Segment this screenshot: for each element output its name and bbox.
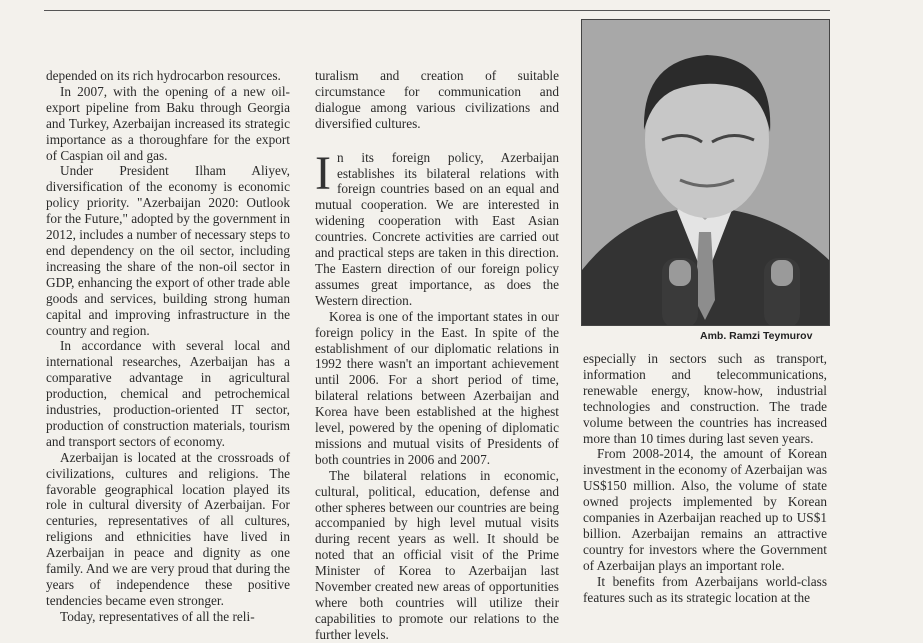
photo-caption: Amb. Ramzi Teymurov [700,330,813,342]
column-3 [583,351,827,606]
section-gap [315,132,559,150]
paragraph: Azerbaijan is located at the crossroads of civilizations, cultures and religions. The favorable geographical location played its role in cultural diversity of Azerbaijan. For centuries, representatives of all cultures, religions and ethnicities have lived in Azerbaijan in peace and dignity as one family. And we are very proud that during the years of independence these positive tendencies became even stronger. [46,449,290,608]
top-rule [44,10,830,11]
paragraph: In accordance with several local and international researches, Azerbaijan has a comparative advantage in agricultural production, chemical and petrochemical industries, production-oriented IT sector, production of construction materials, tourism and transport sectors of economy. [46,338,290,449]
paragraph: The bilateral relations in economic, cultural, political, education, defense and other spheres between our countries are being accompanied by high level mutual visits during recent years as well. It should be noted that an official visit of the Prime Minister of Korea to Azerbaijan last November created new areas of opportunities where both countries will utilize their capabilities to promote our relations to the further levels. [315,467,559,642]
dropcap-paragraph-text: n its foreign policy, Azerbaijan establishes its bilateral relations with foreign countries based on an equal and mutual cooperation. We are interested in widening cooperation with East Asian countries. Concrete activities are carried out and practical steps are taken in this direction. The Eastern direction of our foreign policy assumes great importance, as does the Western direction. [315,149,559,308]
paragraph: turalism and creation of suitable circumstance for communication and dialogue among various civilizations and diversified cultures. [315,68,559,131]
column-2 [315,68,559,643]
paragraph: Today, representatives of all the reli- [60,608,255,624]
column-1 [46,68,290,625]
paragraph: Korea is one of the important states in our foreign policy in the East. In spite of the establishment of our diplomatic relations in 1992 there wasn't an important achievement until 2006. For a short period of time, bilateral relations between Azerbaijan and Korea have been established at the highest level, powered by the opening of diplomatic missions and mutual visits of Presidents of both countries in 2006 and 2007. [315,308,559,467]
paragraph: From 2008-2014, the amount of Korean investment in the economy of Azerbaijan was US$150 million. Also, the volume of state owned projects implemented by Korean companies in Azerbaijan reached up to US$1 billion. Azerbaijan remains an attractive country for investors where the Government of Azerbaijan plays an important role. [583,446,827,573]
dropcap: I [315,146,331,200]
paragraph: It benefits from Azerbaijans world-class features such as its strategic location at the [583,573,827,605]
paragraph: depended on its rich hydrocarbon resources. [46,68,281,83]
portrait-illustration [582,20,829,325]
dropcap-paragraph [315,146,559,309]
paragraph: especially in sectors such as transport, information and telecommunications, renewable energy, know-how, industrial technologies and construction. The trade volume between the countries has increased more than 10 times during last seven years. [583,351,827,446]
paragraph: In 2007, with the opening of a new oil-export pipeline from Baku through Georgia and Turkey, Azerbaijan increased its strategic importance as a thoroughfare for the export of Caspian oil and gas. [46,83,290,163]
portrait-photo [581,19,830,326]
paragraph: Under President Ilham Aliyev, diversification of the economy is economic policy priority. "Azerbaijan 2020: Outlook for the Future," adopted by the government in 2012, includes a number of necessary steps to end dependency on the oil sector, including increasing the share of the non-oil sector in GDP, enhancing the export of other trade able goods and services, building strong human capital and improving infrastructure in the country and region. [46,163,290,338]
